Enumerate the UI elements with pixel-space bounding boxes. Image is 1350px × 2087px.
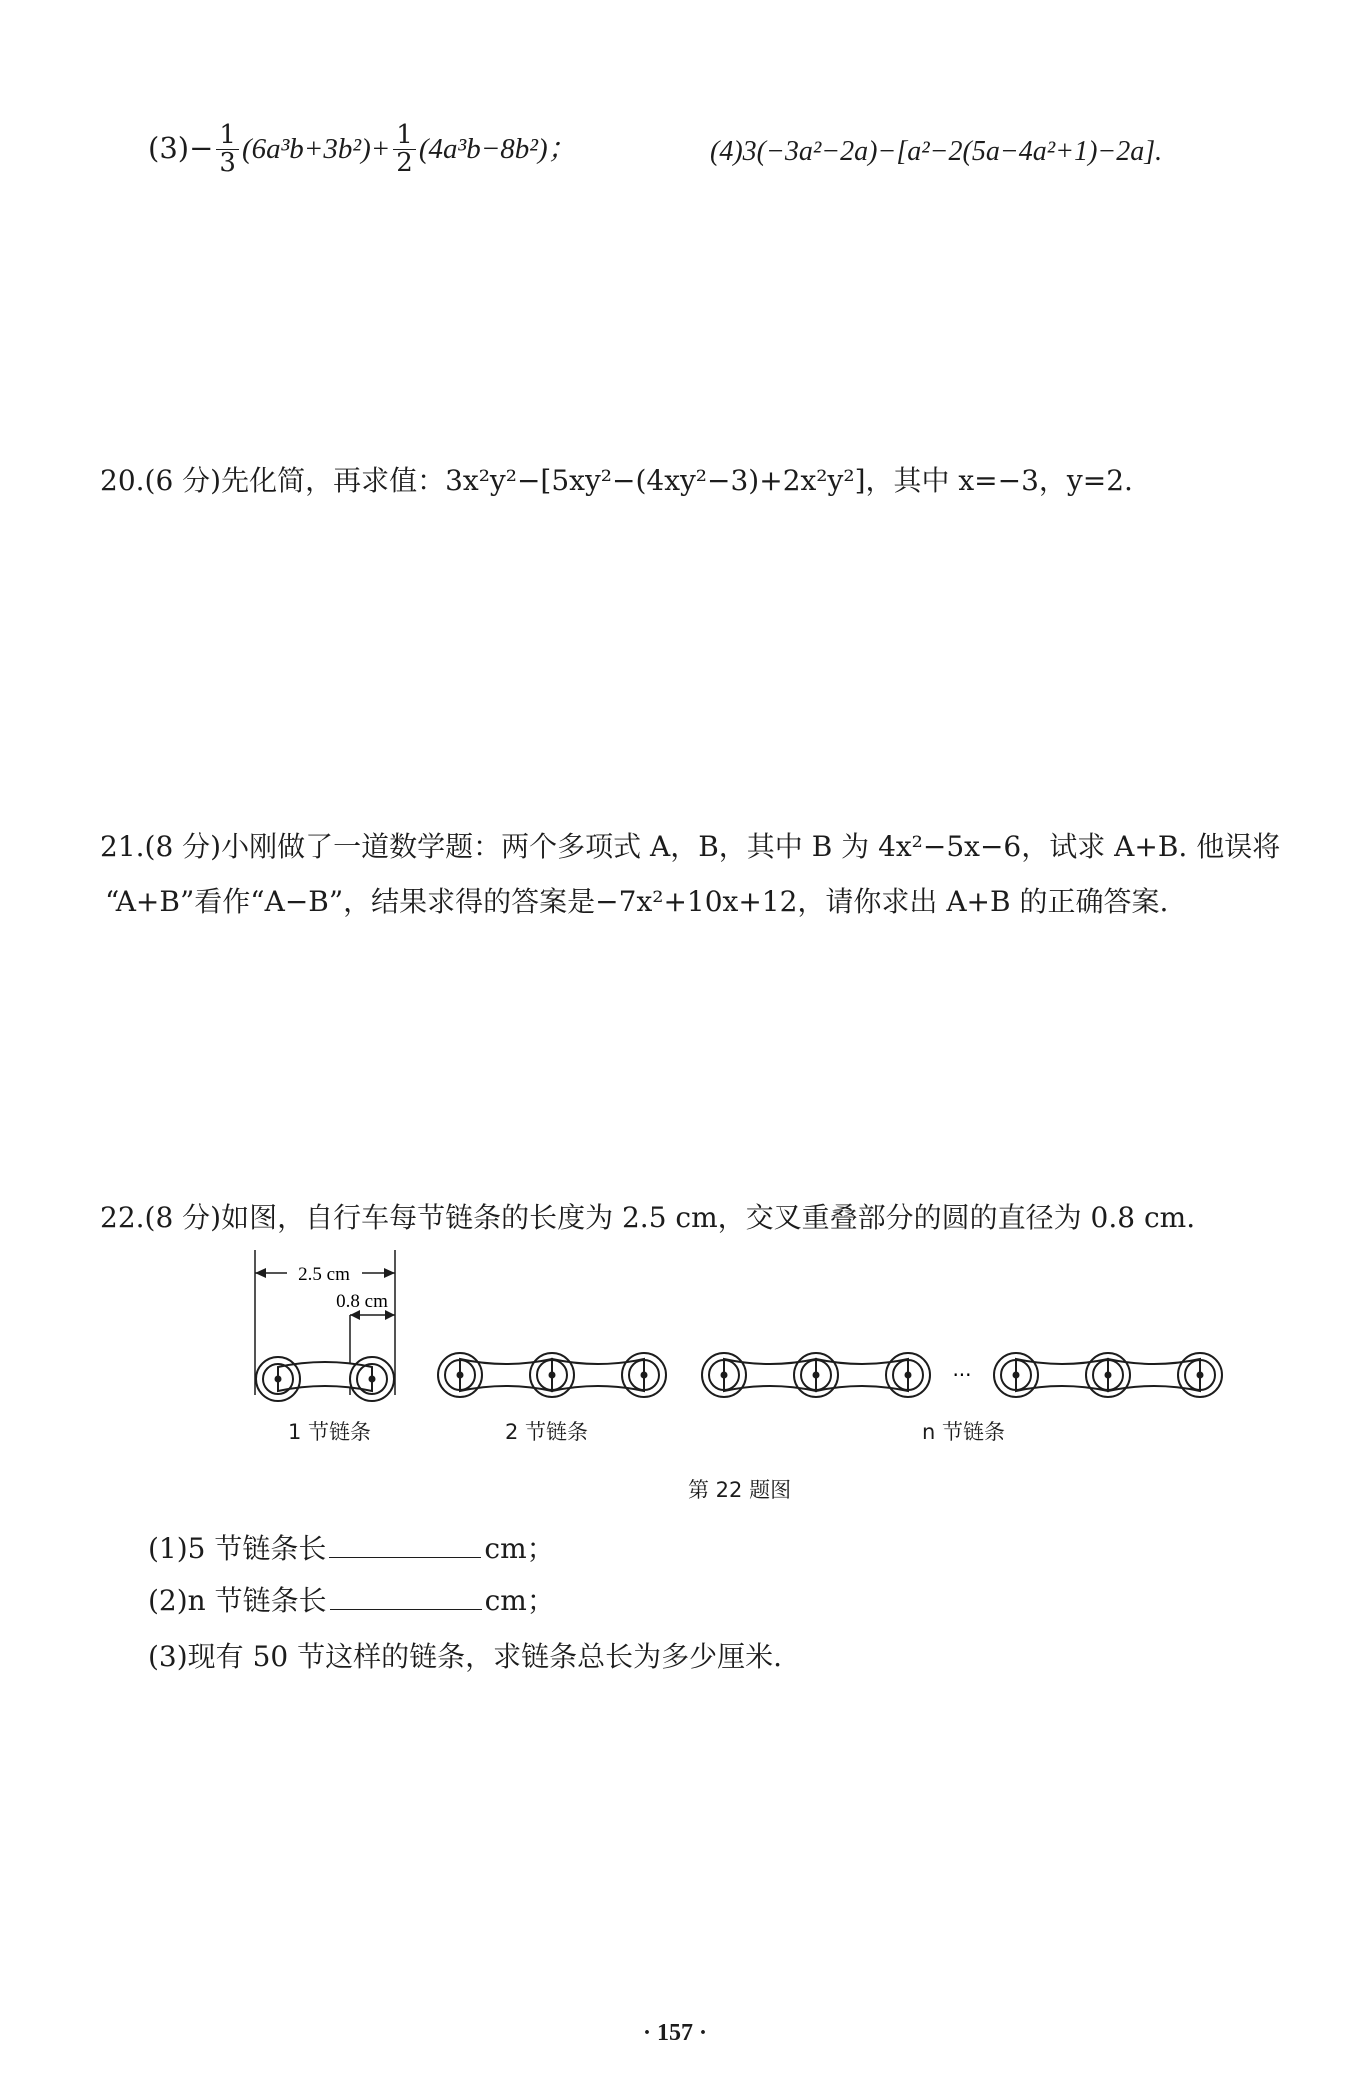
question-22-2-unit: cm； — [484, 1584, 555, 1617]
expression-2: (4a³b−8b²)； — [418, 132, 577, 165]
expression-1: (6a³b+3b²)+ — [241, 132, 391, 165]
page-number: · 157 · — [642, 2020, 707, 2046]
two-link-chain — [438, 1353, 666, 1397]
problem-22-intro: 22.(8 分)如图，自行车每节链条的长度为 2.5 cm，交叉重叠部分的圆的直径为 0.8 cm. — [100, 1201, 1196, 1234]
fraction-numerator: 1 — [216, 122, 239, 150]
problem-20: 20.(6 分)先化简，再求值：3x²y²−[5xy²−(4xy²−3)+2x²y²]，其中 x=−3，y=2. — [100, 464, 1133, 497]
fraction-numerator: 1 — [393, 122, 416, 150]
label-n-links: n 节链条 — [922, 1420, 1005, 1444]
question-22-2 — [148, 1584, 555, 1618]
label-two-links: 2 节链条 — [505, 1420, 589, 1444]
question-22-1-prefix: (1)5 节链条长 — [148, 1532, 327, 1565]
label-one-link: 1 节链条 — [288, 1420, 372, 1444]
n-link-chain — [702, 1353, 1222, 1397]
problem-19-part-3 — [148, 122, 577, 178]
fraction-denominator: 2 — [396, 148, 413, 179]
diameter-dimension-label: 0.8 cm — [336, 1291, 388, 1312]
question-22-3: (3)现有 50 节这样的链条，求链条总长为多少厘米. — [148, 1640, 782, 1673]
problem-21-line-1: 21.(8 分)小刚做了一道数学题：两个多项式 A，B，其中 B 为 4x²−5x−6，试求 A+B. 他误将 — [100, 830, 1281, 863]
problem-19-part-4: (4)3(−3a²−2a)−[a²−2(5a−4a²+1)−2a]. — [710, 136, 1163, 167]
length-dimension-label: 2.5 cm — [298, 1264, 350, 1285]
fraction-denominator: 3 — [219, 148, 236, 179]
one-link-chain — [255, 1250, 395, 1401]
fraction-one-half — [393, 122, 416, 178]
fraction-one-third — [216, 122, 239, 178]
question-22-1-unit: cm； — [484, 1532, 555, 1565]
question-22-2-prefix: (2)n 节链条长 — [148, 1584, 327, 1617]
ellipsis: ··· — [952, 1363, 972, 1387]
answer-blank-1[interactable] — [329, 1535, 481, 1558]
minus-sign: − — [189, 130, 214, 165]
figure-caption: 第 22 题图 — [688, 1478, 792, 1502]
problem-21-line-2: “A+B”看作“A−B”，结果求得的答案是−7x²+10x+12，请你求出 A+B 的正确答案. — [105, 885, 1169, 918]
chain-figure — [0, 1245, 1350, 1475]
part-3-label: (3) — [148, 130, 190, 165]
answer-blank-2[interactable] — [330, 1587, 482, 1610]
question-22-1 — [148, 1532, 555, 1566]
